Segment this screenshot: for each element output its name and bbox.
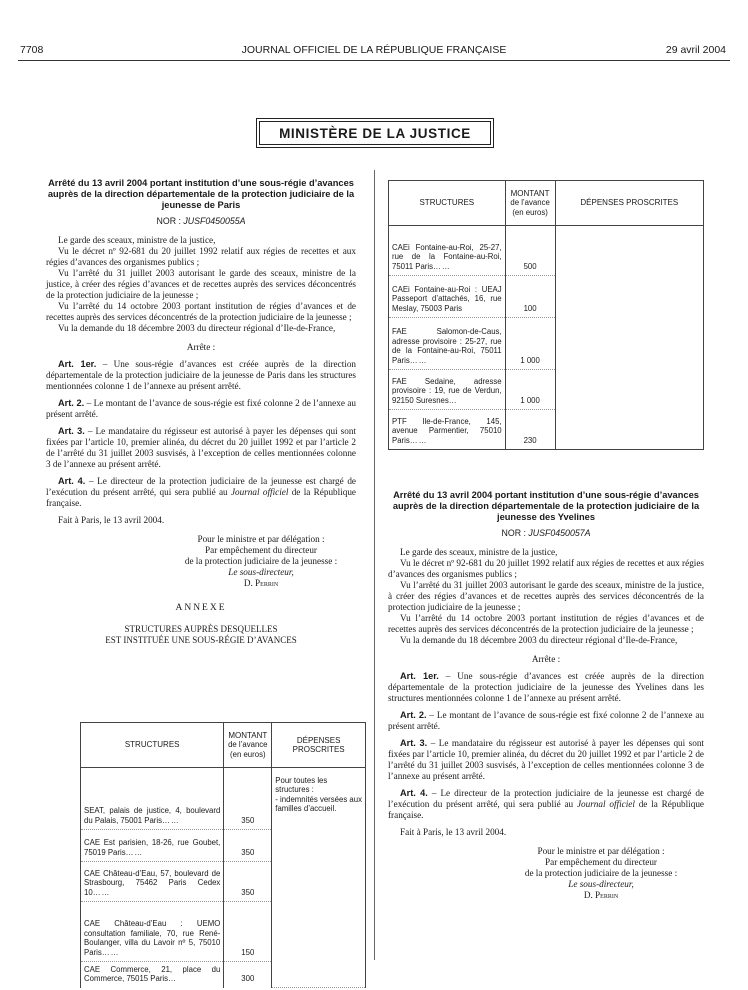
column-divider [374,170,375,960]
structure-text: FAE Salomon-de-Caus, adresse provisoire : 25-27, rue de la Fontaine-au-Roi, 75011 Paris [392,327,502,365]
header-line: de l’avance [228,740,268,750]
structure-text: CAE Est parisien, 18-26, rue Goubet, 75019 Paris [84,838,221,857]
cell-depenses [555,226,703,450]
nor-reference [388,528,704,539]
preamble-para: Vu l’arrêté du 14 octobre 2003 portant institution de régies d’avances et de recettes auprès des services déconcentrés de la protection judiciaire de la jeunesse ; [388,613,704,634]
issue-date: 29 avril 2004 [665,44,726,56]
col-header-depenses: DÉPENSES PROSCRITES [555,181,703,226]
cell-montant: 350 [224,830,272,862]
structure-text: CAEi Fontaine-au-Roi : UEAJ Passeport d’attachés, 16, rue Meslay, 75003 Paris [392,284,502,313]
cell-montant: 500 [505,226,555,276]
signatory-name: D. Perrin [583,890,619,900]
signature-line: Par empêchement du directeur [545,857,657,867]
leader-dots: …… [409,355,428,365]
preamble-para: Vu la demande du 18 décembre 2003 du directeur régional d’Ile-de-France, [58,323,336,333]
structure-text: SEAT, palais de justice, 4, boulevard du Palais, 75001 Paris [84,806,221,825]
cell-structure [81,862,224,902]
signature-block [498,846,704,901]
table-row [81,768,366,830]
cell-structure [81,768,224,830]
cell-montant: 300 [224,962,272,988]
page-number: 7708 [20,44,44,56]
table-header-row [81,723,366,768]
journal-title: JOURNAL OFFICIEL DE LA RÉPUBLIQUE FRANÇAISE [241,44,507,56]
depenses-line: - indemnités versées aux familles d’accueil. [275,794,362,814]
leader-dots: …… [162,815,180,825]
leader-dots: … [168,974,177,984]
article-label: Art. 1er. [58,359,97,369]
article [46,476,356,509]
leader-dots: …… [409,435,428,445]
cell-montant: 230 [505,410,555,450]
preamble-para: Vu le décret nº 92-681 du 20 juillet 1992 relatif aux régies de recettes et aux régies d’avances des organismes publics ; [388,558,704,579]
structure-text: PTF Ile-de-France, 145, avenue Parmentier, 75010 Paris [392,416,502,445]
article-text: de la République française. [46,487,357,508]
col-header-structures: STRUCTURES [81,723,224,768]
article-label: Art. 4. [400,788,428,798]
annexe-subtitle-line: EST INSTITUÉE UNE SOUS-RÉGIE D’AVANCES [105,635,297,645]
decree-yvelines [388,490,704,901]
table-row [389,226,704,276]
preamble-para: Vu l’arrêté du 31 juillet 2003 autorisant le garde des sceaux, ministre de la justice, à créer des régies d’avances et de recettes auprès des services déconcentrés de la protection judiciaire de la jeunesse ; [388,580,704,612]
leader-dots: …… [433,261,451,271]
preamble-para: Vu l’arrêté du 31 juillet 2003 autorisant le garde des sceaux, ministre de la justice, à créer des régies d’avances et de recettes auprès des services déconcentrés de la protection judiciaire de la jeunesse ; [46,268,356,300]
article-label: Art. 3. [58,426,85,436]
structure-text: CAE Château-d’Eau : UEMO consultation familiale, 70, rue René-Boulanger, villa du Lavoir nº 5, 75010 Paris [84,919,221,957]
cell-montant: 1 000 [505,318,555,370]
header-line: (en euros) [230,749,266,759]
article-text: – Le montant de l’avance de sous-régie est fixé colonne 2 de l’annexe au présent arrêté. [46,398,356,419]
signature-line: Pour le ministre et par délégation : [537,846,665,856]
leader-dots: …… [125,847,144,857]
cell-structure [389,370,506,410]
cell-structure [389,226,506,276]
signature-line: de la protection judiciaire de la jeunesse : [524,868,678,878]
decree-title: Arrêté du 13 avril 2004 portant institution d’une sous-régie d’avances auprès de la direction départementale de la protection judiciaire de la jeunesse des Yvelines [392,490,700,522]
article-text: – Une sous-régie d’avances est créée auprès de la direction départementale de la protection judiciaire de la jeunesse des Yvelines dans les structures mentionnées colonne 1 de l’annexe au présent arrêté. [388,671,704,703]
cell-montant: 150 [224,902,272,962]
decree-title: Arrêté du 13 avril 2004 portant institution d’une sous-régie d’avances auprès de la direction départementale de la protection judiciaire de la jeunesse de Paris [47,178,355,210]
arrete-label: Arrête : [186,342,216,352]
article [388,788,704,821]
cell-depenses [272,768,366,988]
structure-text: CAEi Fontaine-au-Roi, 25-27, rue de la Fontaine-au-Roi, 75011 Paris [392,242,502,271]
preamble-para: Vu le décret nº 92-681 du 20 juillet 1992 relatif aux régies de recettes et aux régies d’avances des organismes publics ; [46,246,356,267]
col-header-depenses: DÉPENSES PROSCRITES [272,723,366,768]
header-line: MONTANT [510,188,550,198]
annexe-subtitle [46,624,356,646]
cell-montant: 100 [505,276,555,318]
article-text: – Le mandataire du régisseur est autorisé à payer les dépenses qui sont fixées par l’article 10, premier alinéa, du décret du 20 juillet 1992 et par l’article 2 de l’arrêté du 31 juillet 2003 susvisés, à l’exception de celles mentionnées colonne 3 de l’annexe au présent arrêté. [46,426,356,469]
depenses-line: Pour toutes les structures : [275,776,328,795]
nor-code: JUSF0450055A [183,216,246,226]
col-header-structures: STRUCTURES [389,181,506,226]
cell-structure [389,410,506,450]
article [388,738,704,782]
article-label: Art. 1er. [400,671,439,681]
ministry-title: MINISTÈRE DE LA JUSTICE [259,121,491,145]
cell-structure [389,318,506,370]
place-date: Fait à Paris, le 13 avril 2004. [58,515,165,525]
signature-line: Pour le ministre et par délégation : [197,534,325,544]
cell-structure [81,962,224,988]
structure-text: FAE Sedaine, adresse provisoire : 19, rue de Verdun, 92150 Suresnes [392,376,502,405]
article [46,359,356,392]
structure-text: CAE Château-d’Eau, 57, boulevard de Strasbourg, 75462 Paris Cedex 10 [84,868,221,897]
cell-structure [81,830,224,862]
header-line: MONTANT [228,730,268,740]
header-line: (en euros) [512,207,548,217]
article-label: Art. 4. [58,476,86,486]
cell-montant: 1 000 [505,370,555,410]
article-text: de la République française. [388,799,705,820]
signature-line: Par empêchement du directeur [205,545,317,555]
nor-reference [46,216,356,227]
leader-dots: …… [92,887,111,897]
article [388,710,704,732]
article [46,426,356,470]
article-text: – Le mandataire du régisseur est autorisé à payer les dépenses qui sont fixées par l’article 10, premier alinéa, du décret du 20 juillet 1992 et par l’article 2 de l’arrêté du 31 juillet 2003 susvisés, à l’exception de celles mentionnées colonne 3 de l’annexe au présent arrêté. [388,738,704,781]
cell-structure [389,276,506,318]
annexe-title: ANNEXE [175,603,227,613]
signature-line: de la protection judiciaire de la jeunesse : [184,556,338,566]
decree-paris [46,178,356,646]
table-header-row [389,181,704,226]
article-text: – Le directeur de la protection judiciaire de la jeunesse est chargé de l’exécution du présent arrêté, qui sera publié au [388,788,704,809]
article-text: – Le directeur de la protection judiciaire de la jeunesse est chargé de l’exécution du présent arrêté, qui sera publié au [46,476,356,497]
header-line: de l’avance [510,198,550,208]
nor-label: NOR : [156,216,181,226]
annexe-table-paris [80,722,366,988]
cell-montant: 350 [224,862,272,902]
annexe-table-paris-continued [388,180,704,450]
preamble-para: Le garde des sceaux, ministre de la justice, [58,235,216,245]
leader-dots: …… [101,947,120,957]
nor-label: NOR : [501,528,526,538]
article-text: – Une sous-régie d’avances est créée auprès de la direction départementale de la protection judiciaire de la jeunesse de Paris dans les structures mentionnées colonne 1 de l’annexe au présent arrêté. [46,359,357,391]
signatory-name: D. Perrin [243,578,279,588]
structure-text: CAE Commerce, 21, place du Commerce, 75015 Paris [84,965,221,984]
ministry-box [256,118,494,148]
nor-code: JUSF0450057A [528,528,591,538]
leader-dots: … [448,395,458,405]
preamble-para: Vu la demande du 18 décembre 2003 du directeur régional d’Ile-de-France, [400,635,678,645]
article-label: Art. 2. [400,710,427,720]
signature-role: Le sous-directeur, [228,567,294,577]
col-header-montant [224,723,272,768]
article-label: Art. 2. [58,398,85,408]
preamble-para: Vu l’arrêté du 14 octobre 2003 portant institution de régies d’avances et de recettes auprès des services déconcentrés de la protection judiciaire de la jeunesse ; [46,301,356,322]
cell-structure [81,902,224,962]
signature-role: Le sous-directeur, [568,879,634,889]
annexe-subtitle-line: STRUCTURES AUPRÈS DESQUELLES [124,624,278,634]
col-header-montant [505,181,555,226]
article [388,671,704,704]
journal-reference: Journal officiel [576,799,635,809]
arrete-label: Arrête : [531,654,561,664]
header-rule [18,60,730,61]
place-date: Fait à Paris, le 13 avril 2004. [400,827,507,837]
cell-montant: 350 [224,768,272,830]
journal-reference: Journal officiel [230,487,289,497]
article-label: Art. 3. [400,738,428,748]
article [46,398,356,420]
preamble-para: Le garde des sceaux, ministre de la justice, [400,547,558,557]
signature-block [166,534,356,589]
article-text: – Le montant de l’avance de sous-régie est fixé colonne 2 de l’annexe au présent arrêté. [388,710,704,731]
